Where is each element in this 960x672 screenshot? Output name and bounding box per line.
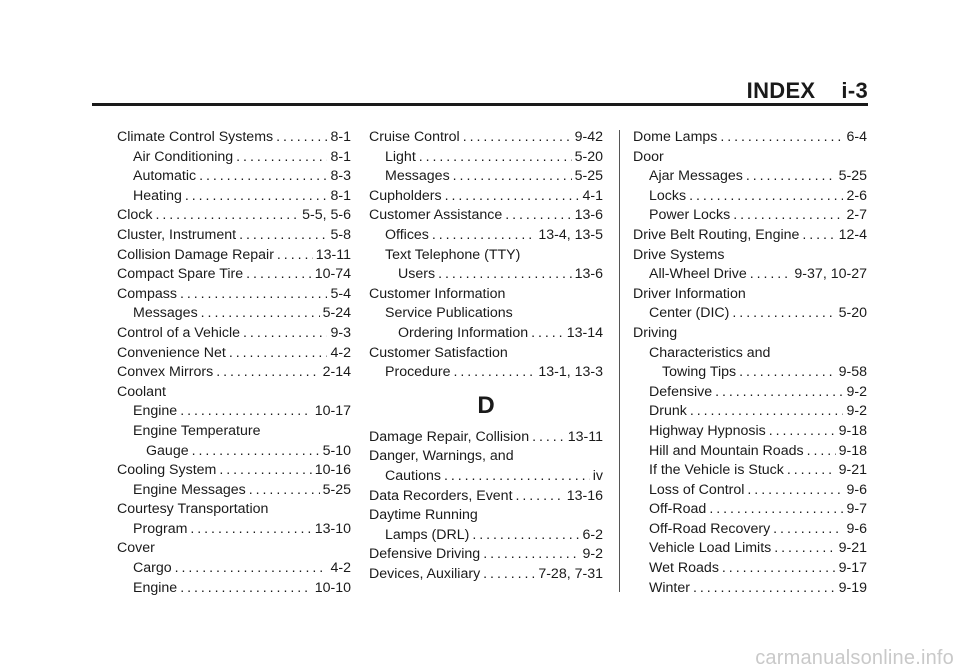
index-entry: Compass . . . 5-4 — [117, 285, 351, 305]
watermark: carmanualsonline.info — [755, 647, 954, 669]
index-heading: Engine Temperature — [133, 422, 261, 439]
index-entry: Devices, Auxiliary . . . 7-28, 7-31 — [369, 565, 603, 585]
index-entry: Center (DIC) . . . 5-20 — [633, 304, 867, 324]
index-entry: Automatic . . . 8-3 — [117, 167, 351, 187]
index-entry: Locks . . . 2-6 — [633, 187, 867, 207]
index-entry: Messages . . . 5-24 — [117, 304, 351, 324]
index-heading: Text Telephone (TTY) — [385, 246, 521, 263]
index-heading: Courtesy Transportation — [117, 501, 269, 518]
index-entry: Engine . . . 10-10 — [117, 579, 351, 599]
index-entry: Convenience Net . . . 4-2 — [117, 344, 351, 364]
index-heading: Door — [633, 148, 664, 165]
index-entry: Dome Lamps . . . 6-4 — [633, 128, 867, 148]
index-entry: Cruise Control . . . 9-42 — [369, 128, 603, 148]
index-entry: Engine . . . 10-17 — [117, 402, 351, 422]
index-entry: Hill and Mountain Roads . . . 9-18 — [633, 442, 867, 462]
index-entry: Compact Spare Tire . . . 10-74 — [117, 265, 351, 285]
index-heading: Service Publications — [385, 305, 513, 322]
index-entry: Towing Tips . . . 9-58 — [633, 363, 867, 383]
index-entry: Data Recorders, Event . . . 13-16 — [369, 487, 603, 507]
index-entry: Vehicle Load Limits . . . 9-21 — [633, 539, 867, 559]
index-entry: Users . . . 13-6 — [369, 265, 603, 285]
index-entry: Off-Road Recovery . . . 9-6 — [633, 520, 867, 540]
index-entry: Power Locks . . . 2-7 — [633, 206, 867, 226]
index-entry: Collision Damage Repair . . . 13-11 — [117, 246, 351, 266]
index-column-1 — [117, 128, 351, 598]
index-entry: Cautions . . . iv — [369, 467, 603, 487]
index-entry: Cooling System . . . 10-16 — [117, 461, 351, 481]
index-entry: Drive Belt Routing, Engine . . . 12-4 — [633, 226, 867, 246]
index-heading: Driving — [633, 324, 678, 341]
index-heading: Customer Information — [369, 285, 506, 302]
index-entry: Wet Roads . . . 9-17 — [633, 559, 867, 579]
index-entry: Drunk . . . 9-2 — [633, 402, 867, 422]
index-entry: Highway Hypnosis . . . 9-18 — [633, 422, 867, 442]
page-header — [747, 78, 868, 104]
index-column-3 — [633, 128, 867, 598]
index-entry: Off-Road . . . 9-7 — [633, 500, 867, 520]
index-heading: Drive Systems — [633, 246, 725, 263]
index-entry: Control of a Vehicle . . . 9-3 — [117, 324, 351, 344]
column-divider — [619, 130, 620, 592]
index-entry: Customer Assistance . . . 13-6 — [369, 206, 603, 226]
index-entry: Ordering Information . . . 13-14 — [369, 324, 603, 344]
section-title: INDEX — [746, 78, 816, 103]
index-entry: Air Conditioning . . . 8-1 — [117, 148, 351, 168]
index-entry: Convex Mirrors . . . 2-14 — [117, 363, 351, 383]
index-entry: Heating . . . 8-1 — [117, 187, 351, 207]
index-entry: Defensive . . . 9-2 — [633, 383, 867, 403]
section-letter-d: D — [477, 391, 495, 419]
header-rule — [92, 103, 868, 106]
index-entry: Offices . . . 13-4, 13-5 — [369, 226, 603, 246]
index-entry: Program . . . 13-10 — [117, 520, 351, 540]
index-heading: Driver Information — [633, 285, 746, 302]
index-entry: Cupholders . . . 4-1 — [369, 187, 603, 207]
index-entry: Lamps (DRL) . . . 6-2 — [369, 526, 603, 546]
index-entry: Winter . . . 9-19 — [633, 579, 867, 599]
index-heading: Customer Satisfaction — [369, 344, 508, 361]
index-heading: Characteristics and — [649, 344, 771, 361]
index-entry: Gauge . . . 5-10 — [117, 442, 351, 462]
index-entry: Climate Control Systems . . . 8-1 — [117, 128, 351, 148]
index-entry: Defensive Driving . . . 9-2 — [369, 545, 603, 565]
index-heading: Cover — [117, 540, 155, 557]
index-entry: Damage Repair, Collision . . . 13-11 — [369, 428, 603, 448]
index-heading: Coolant — [117, 383, 166, 400]
index-heading: Daytime Running — [369, 507, 478, 524]
index-entry: Ajar Messages . . . 5-25 — [633, 167, 867, 187]
page-number: i-3 — [841, 78, 868, 103]
index-column-2 — [369, 128, 603, 584]
index-entry: Cargo . . . 4-2 — [117, 559, 351, 579]
index-entry: Cluster, Instrument . . . 5-8 — [117, 226, 351, 246]
index-entry: All-Wheel Drive . . . 9-37, 10-27 — [633, 265, 867, 285]
index-heading: Danger, Warnings, and — [369, 448, 514, 465]
index-entry: Light . . . 5-20 — [369, 148, 603, 168]
index-entry: Engine Messages . . . 5-25 — [117, 481, 351, 501]
index-entry: Procedure . . . 13-1, 13-3 — [369, 363, 603, 383]
index-entry: Loss of Control . . . 9-6 — [633, 481, 867, 501]
index-entry: If the Vehicle is Stuck . . . 9-21 — [633, 461, 867, 481]
index-entry: Messages . . . 5-25 — [369, 167, 603, 187]
index-entry: Clock . . . 5-5, 5-6 — [117, 206, 351, 226]
